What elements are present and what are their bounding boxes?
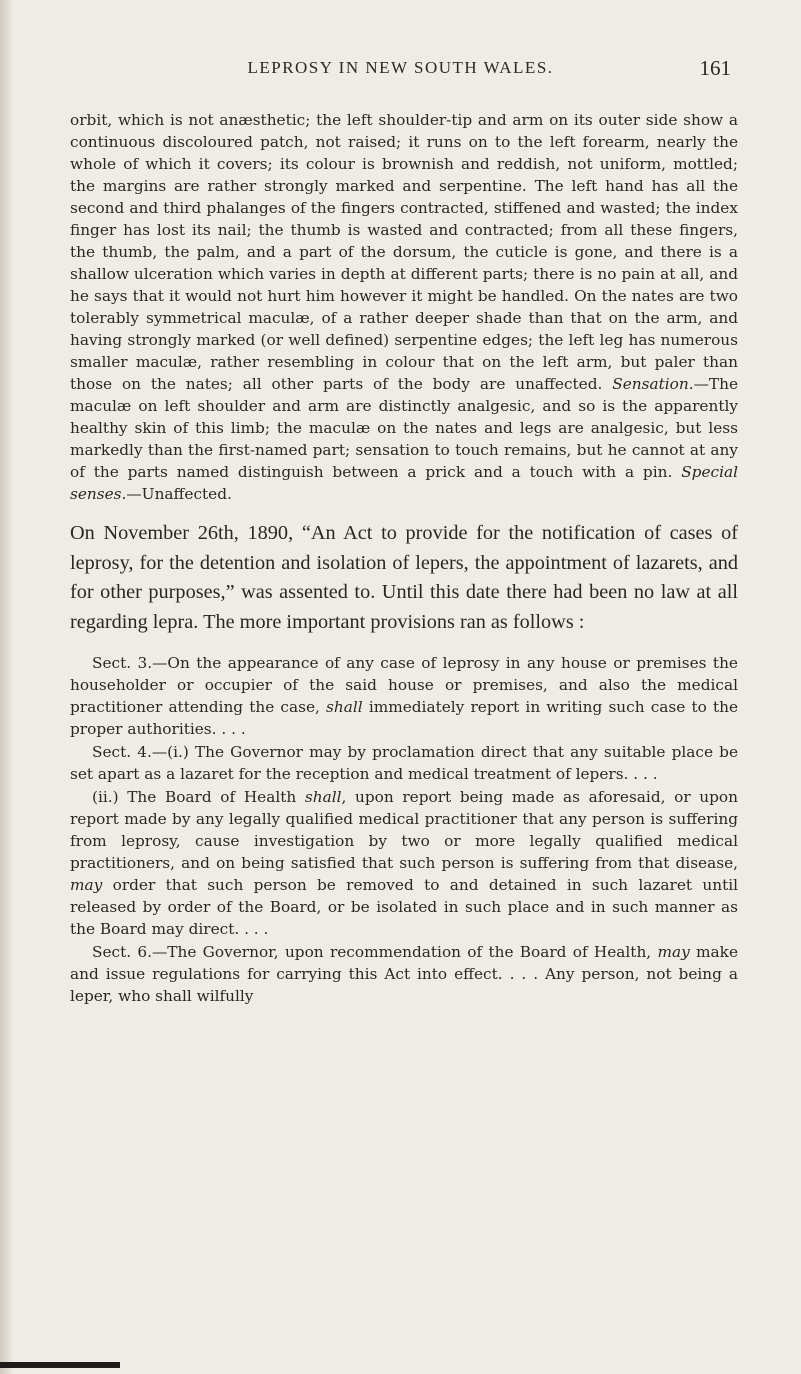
case-description-paragraph bbox=[70, 109, 738, 505]
page-body bbox=[70, 109, 738, 1007]
section-4: Sect. 4.—(i.) The Governor may by proclamation direct that any suitable place be set apart as a lazaret for the reception and medical treatment of lepers. . . . bbox=[70, 742, 738, 783]
section-4-ii-may: may bbox=[70, 875, 103, 894]
case-text-part1: orbit, which is not anæsthetic; the left shoulder-tip and arm on its outer side show a continuous discoloured patch, not raised; it runs on to the left forearm, nearly the whole of which it covers; its colour is brownish and reddish, not uniform, mottled; the margins are rather strongly marked and serpentine. The left hand has all the second and third phalanges of the fingers contracted, stiffened and wasted; the index finger has lost its nail; the thumb is wasted and contracted; from all these fingers, the thumb, the palm, and a part of the dorsum, the cuticle is gone, and there is a shallow ulceration which varies in depth at different parts; there is no pain at all, and he says that it would not hurt him however it might be handled. On the nates are two tolerably symmetrical maculæ, of a rather deeper shade than that on the arm, and having strongly marked (or well defined) serpentine edges; the left leg has numerous smaller maculæ, rather resembling in colour that on the left arm, but paler than those on the nates; all other parts of the body are unaffected. bbox=[70, 111, 738, 393]
act-sections bbox=[70, 652, 738, 1007]
section-3-text-a: Sect. 3.—On the appearance of any case of leprosy in any house or premises the householder or occupier of the said house or premises, and also the medical practitioner attending the case, bbox=[70, 653, 738, 716]
section-4-ii-text-b: , upon report being made as aforesaid, or upon report made by any legally qualified medical practitioner that any person is suffering from leprosy, cause investigation by two or more legally qualified medical practitioners, and on being satisfied that such person is suffering from that disease, bbox=[70, 787, 738, 872]
section-4-ii-text-c: order that such person be removed to and detained in such lazaret until released by order of the Board, or be isolated in such place and in such manner as the Board may direct. . . . bbox=[70, 875, 738, 938]
section-6-text-b: make and issue regulations for carrying this Act into effect. . . . Any person, not being a leper, who shall wilfully bbox=[70, 942, 738, 1005]
section-4-ii-shall: shall bbox=[304, 787, 342, 806]
case-text-part3: —Unaffected. bbox=[126, 485, 232, 503]
section-3-shall: shall bbox=[326, 697, 363, 716]
bottom-edge-mark bbox=[0, 1362, 120, 1368]
case-text-part2: —The maculæ on left shoulder and arm are distinctly analgesic, and so is the apparently healthy skin of this limb; the maculæ on the nates and legs are analgesic, but less markedly than the first-named part; sensation to touch remains, but he cannot at any of the parts named distinguish between a prick and a touch with a pin. bbox=[70, 375, 738, 481]
running-title: LEPROSY IN NEW SOUTH WALES. bbox=[247, 58, 554, 77]
section-6-may: may bbox=[657, 942, 690, 961]
page-header bbox=[70, 58, 731, 88]
sensation-label: Sensation. bbox=[612, 375, 694, 393]
section-4-ii bbox=[70, 786, 738, 940]
section-4-ii-text-a: (ii.) The Board of Health bbox=[92, 787, 297, 806]
section-6 bbox=[70, 941, 738, 1007]
section-3-text-b: immediately report in writing such case to the proper authorities. . . . bbox=[70, 697, 738, 738]
page-edge-shadow bbox=[0, 0, 14, 1374]
section-3 bbox=[70, 652, 738, 740]
special-senses-label: Special senses. bbox=[70, 463, 738, 503]
page-number: 161 bbox=[699, 56, 731, 80]
section-6-text-a: Sect. 6.—The Governor, upon recommendation of the Board of Health, bbox=[92, 942, 652, 961]
act-paragraph: On November 26th, 1890, “An Act to provide for the notification of cases of leprosy, for the detention and isolation of lepers, the appointment of lazarets, and for other purposes,” was assented to. Until this date there had been no law at all regarding lepra. The more important provisions ran as follows : bbox=[70, 522, 738, 634]
